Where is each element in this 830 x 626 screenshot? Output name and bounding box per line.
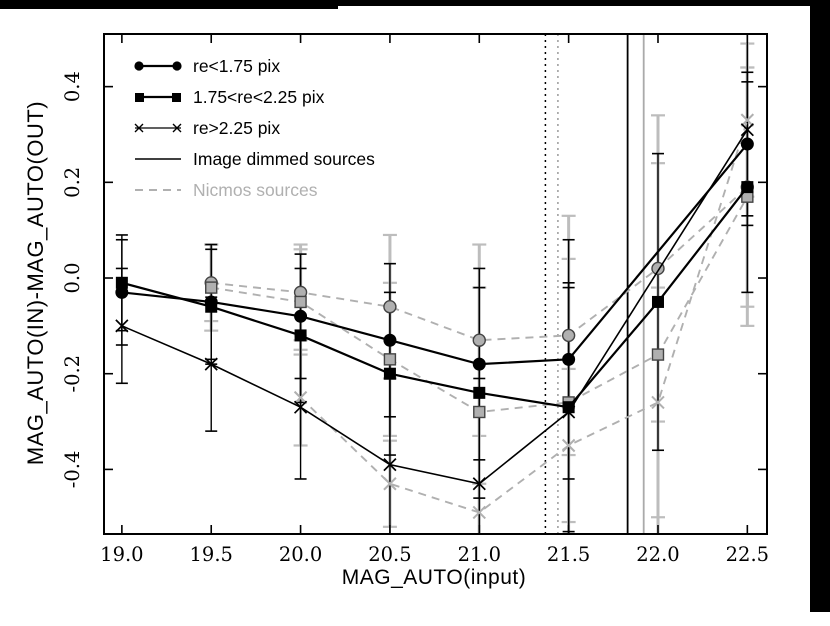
legend-item-nicmos: [132, 178, 375, 202]
legend-item-re-lt-175: [132, 54, 375, 78]
svg-text:0.0: 0.0: [61, 262, 84, 294]
legend-label: 1.75<re<2.25 pix: [193, 86, 325, 107]
legend-label: re>2.25 pix: [193, 117, 281, 138]
legend-swatch-square-line: [132, 90, 184, 104]
legend-swatch-x-line: [132, 121, 184, 135]
svg-text:19.0: 19.0: [100, 543, 144, 566]
svg-text:0.2: 0.2: [61, 166, 84, 198]
legend-label: Nicmos sources: [193, 179, 318, 200]
svg-text:-0.2: -0.2: [61, 354, 84, 393]
svg-text:22.5: 22.5: [725, 543, 770, 566]
svg-text:21.5: 21.5: [546, 543, 591, 566]
legend-label: Image dimmed sources: [193, 148, 375, 169]
x-axis-title: MAG_AUTO(input): [341, 566, 527, 589]
legend-item-re-gt-225: [132, 116, 375, 140]
legend-swatch-dashed-gray-line: [132, 183, 184, 197]
svg-text:21.0: 21.0: [457, 543, 501, 566]
svg-text:19.5: 19.5: [189, 543, 233, 566]
y-axis-title: MAG_AUTO(IN)-MAG_AUTO(OUT): [23, 100, 48, 466]
svg-text:22.0: 22.0: [636, 543, 680, 566]
legend-swatch-solid-line: [132, 152, 184, 166]
reference-vlines: [545, 34, 643, 534]
svg-text:20.0: 20.0: [278, 543, 323, 566]
legend-label: re<1.75 pix: [193, 55, 281, 76]
svg-text:20.5: 20.5: [368, 543, 412, 566]
legend-item-image-dimmed: [132, 147, 375, 171]
svg-text:0.4: 0.4: [61, 71, 84, 103]
svg-text:-0.4: -0.4: [61, 450, 84, 489]
legend: [132, 54, 375, 202]
legend-item-re-mid: [132, 85, 375, 109]
legend-swatch-circle-line: [132, 59, 184, 73]
